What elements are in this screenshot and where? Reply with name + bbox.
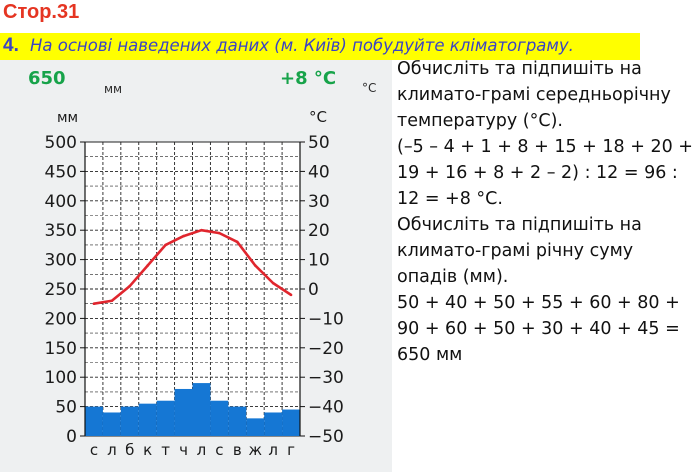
left-tick-label: 0	[66, 427, 77, 447]
month-label: л	[196, 441, 207, 459]
page-label: Стор.31	[3, 1, 80, 23]
right-tick-label: −20	[308, 338, 344, 359]
explanation-panel	[397, 56, 693, 368]
right-tick-label: 20	[308, 221, 330, 242]
month-label: г	[287, 441, 295, 459]
precipitation-bar	[157, 401, 175, 436]
right-tick-label: −10	[308, 309, 344, 330]
month-label: к	[143, 441, 153, 459]
precipitation-bar	[139, 404, 157, 436]
left-tick-label: 150	[44, 338, 77, 359]
right-tick-label: −30	[308, 368, 344, 389]
temperature-point	[272, 282, 275, 285]
right-tick-label: −40	[308, 397, 344, 418]
precipitation-bar	[210, 401, 228, 436]
precipitation-bar	[282, 410, 300, 436]
temperature-point	[236, 241, 239, 244]
left-tick-label: 350	[44, 221, 77, 242]
right-tick-label: 40	[308, 162, 330, 183]
left-tick-label: 400	[44, 191, 77, 212]
temperature-point	[128, 285, 131, 288]
right-tick-label: 30	[308, 191, 330, 212]
right-tick-label: −50	[308, 427, 344, 447]
right-tick-label: 50	[308, 133, 330, 153]
temperature-point	[164, 244, 167, 247]
precip-formula: 50 + 40 + 50 + 55 + 60 + 80 + 90 + 60 + 50 + 30 + 40 + 45 = 650 мм	[397, 293, 680, 365]
left-tick-label: 300	[44, 250, 77, 271]
precipitation-bar	[193, 383, 211, 436]
month-label: л	[107, 441, 117, 459]
left-tick-label: 200	[44, 309, 77, 330]
right-axis-unit: °C	[309, 108, 327, 126]
left-tick-label: 100	[44, 368, 77, 389]
precip-intro: Обчисліть та підпишіть на климато-грамі річну суму опадів (мм).	[397, 215, 642, 287]
precipitation-bar	[246, 418, 264, 436]
temp-formula: (–5 – 4 + 1 + 8 + 15 + 18 + 20 + 19 + 16 + 8 + 2 – 2) : 12 = 96 : 12 = +8 °С.	[397, 137, 693, 209]
precipitation-bar	[175, 389, 193, 436]
left-tick-label: 50	[55, 397, 77, 418]
top-right-unit: °C	[362, 81, 377, 95]
annual-precip-annotation: 650	[28, 68, 66, 89]
month-label: в	[232, 441, 242, 459]
month-label: с	[215, 441, 224, 459]
precipitation-bar	[264, 412, 282, 436]
precipitation-bar	[85, 407, 103, 436]
right-tick-label: 0	[308, 280, 319, 300]
task-number: 4.	[3, 35, 19, 56]
temperature-point	[93, 302, 96, 305]
precipitation-bar	[228, 407, 246, 436]
climatogram-chart	[0, 60, 392, 472]
month-label: л	[268, 441, 278, 459]
left-axis-unit: мм	[57, 110, 79, 126]
top-left-unit: мм	[104, 82, 123, 96]
month-label: ч	[179, 441, 188, 459]
task-text: На основі наведених даних (м. Київ) побудуйте кліматограму.	[30, 36, 574, 55]
mean-temp-annotation: +8 °C	[280, 68, 337, 89]
left-tick-label: 250	[44, 280, 77, 300]
temperature-point	[254, 264, 257, 267]
left-tick-label: 450	[44, 162, 77, 183]
precipitation-bar	[121, 407, 139, 436]
temperature-point	[182, 235, 185, 238]
temperature-point	[200, 229, 203, 232]
temperature-point	[218, 232, 221, 235]
temp-intro: Обчисліть та підпишіть на климато-грамі середньорічну температуру (°С).	[397, 59, 671, 131]
month-label: с	[89, 441, 99, 459]
month-label: б	[125, 441, 135, 459]
precipitation-bar	[103, 412, 121, 436]
left-tick-label: 500	[44, 133, 77, 153]
month-label: ж	[248, 441, 262, 459]
month-label: т	[161, 441, 170, 459]
temperature-point	[111, 299, 114, 302]
temperature-point	[146, 264, 149, 267]
right-tick-label: 10	[308, 250, 330, 271]
temperature-point	[290, 294, 293, 297]
